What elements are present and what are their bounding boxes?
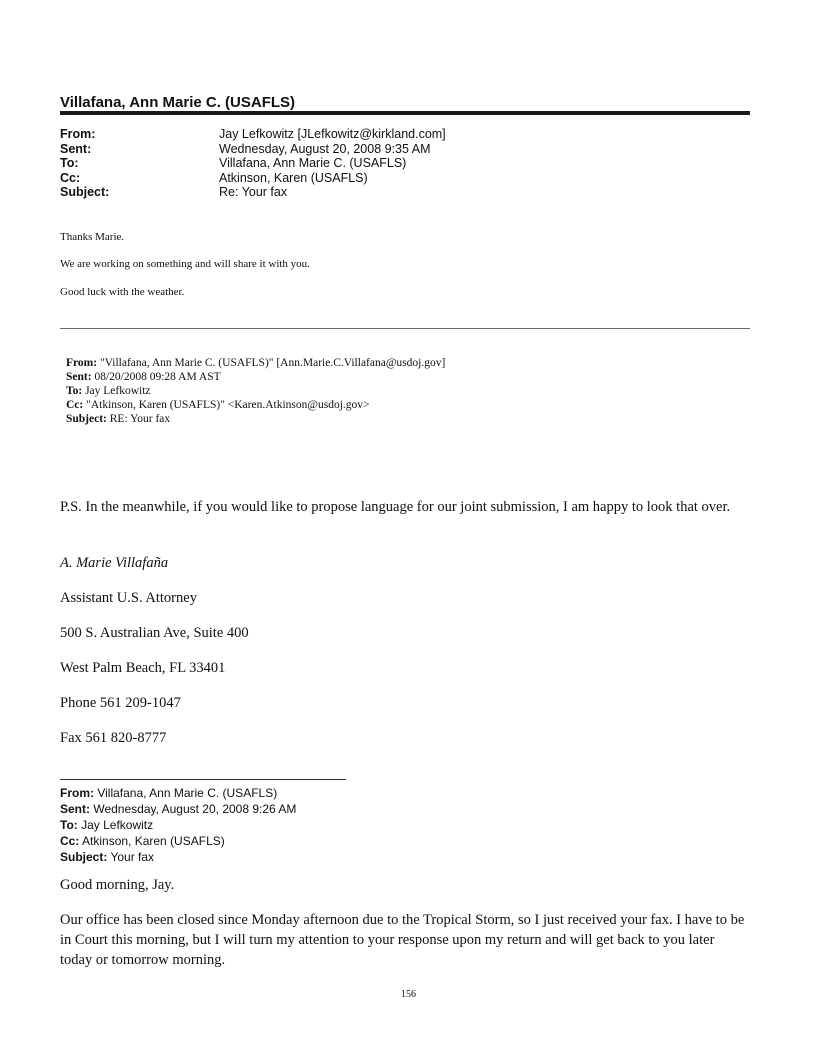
quoted2-from-row <box>60 785 296 801</box>
header-to-row <box>60 156 750 171</box>
reply-line-2: We are working on something and will share it with you. <box>60 258 310 270</box>
quoted2-sent-label: Sent: <box>60 802 90 816</box>
header-to-label: To: <box>60 156 79 170</box>
ps-paragraph: P.S. In the meanwhile, if you would like to propose language for our joint submission, I am happy to look that over. <box>60 499 731 515</box>
signature-name: A. Marie Villafaña <box>60 555 169 571</box>
quoted1-subject-value: RE: Your fax <box>109 413 171 425</box>
signature-title: Assistant U.S. Attorney <box>60 590 197 606</box>
quoted-header-1 <box>66 356 445 426</box>
quoted2-cc-label: Cc: <box>60 834 80 848</box>
header-subject-label: Subject: <box>60 185 110 199</box>
quoted1-subject-row <box>66 412 445 426</box>
quoted1-from-row <box>66 356 445 370</box>
header-from-value: Jay Lefkowitz [JLefkowitz@kirkland.com] <box>219 127 446 141</box>
header-from-row <box>60 127 750 142</box>
quoted-header-2 <box>60 785 296 865</box>
title-divider <box>60 111 750 115</box>
quoted2-cc-value: Atkinson, Karen (USAFLS) <box>82 834 225 848</box>
quoted1-cc-value: "Atkinson, Karen (USAFLS)" <Karen.Atkinson@usdoj.gov> <box>86 399 370 411</box>
quoted2-to-value: Jay Lefkowitz <box>81 818 154 832</box>
quoted1-sent-label: Sent: <box>66 371 92 383</box>
original-body: Our office has been closed since Monday afternoon due to the Tropical Storm, so I just received your fax. I have to be in Court this morning, but I will turn my attention to your response upon my return and will get back to you later today or tomorrow morning. <box>60 912 745 968</box>
email-header <box>60 127 750 200</box>
quoted1-to-label: To: <box>66 385 83 397</box>
mailbox-owner-title: Villafana, Ann Marie C. (USAFLS) <box>60 94 296 111</box>
quoted2-sent-row <box>60 801 296 817</box>
header-cc-value: Atkinson, Karen (USAFLS) <box>219 170 368 185</box>
quoted1-sent-row <box>66 370 445 384</box>
quoted2-from-label: From: <box>60 786 94 800</box>
quoted2-cc-row <box>60 833 296 849</box>
quoted1-cc-row <box>66 398 445 412</box>
header-cc-row <box>60 171 750 186</box>
header-sent-label: Sent: <box>60 141 92 156</box>
header-to-value: Villafana, Ann Marie C. (USAFLS) <box>219 156 407 170</box>
reply-separator <box>60 328 750 329</box>
signature-address-2: West Palm Beach, FL 33401 <box>60 660 226 676</box>
header-sent-row <box>60 142 750 157</box>
header-subject-value: Re: Your fax <box>219 185 288 199</box>
quoted2-subject-row <box>60 849 296 865</box>
quoted1-cc-label: Cc: <box>66 399 84 411</box>
quoted2-sent-value: Wednesday, August 20, 2008 9:26 AM <box>93 802 297 816</box>
quoted-separator <box>60 779 346 780</box>
reply-line-1: Thanks Marie. <box>60 231 125 243</box>
quoted1-subject-label: Subject: <box>66 413 107 425</box>
page-number: 156 <box>401 989 416 1000</box>
quoted2-subject-value: Your fax <box>110 850 155 864</box>
reply-line-3: Good luck with the weather. <box>60 286 185 298</box>
quoted2-to-label: To: <box>60 818 78 832</box>
quoted1-to-row <box>66 384 445 398</box>
original-greeting: Good morning, Jay. <box>60 877 175 893</box>
quoted2-to-row <box>60 817 296 833</box>
quoted2-from-value: Villafana, Ann Marie C. (USAFLS) <box>97 786 278 800</box>
header-from-label: From: <box>60 127 96 141</box>
quoted2-subject-label: Subject: <box>60 850 108 864</box>
quoted1-sent-value: 08/20/2008 09:28 AM AST <box>94 371 221 383</box>
quoted1-from-label: From: <box>66 357 98 369</box>
quoted1-from-value: "Villafana, Ann Marie C. (USAFLS)" [Ann.Marie.C.Villafana@usdoj.gov] <box>99 357 446 369</box>
header-cc-label: Cc: <box>60 170 81 185</box>
signature-fax: Fax 561 820-8777 <box>60 730 167 746</box>
header-sent-value: Wednesday, August 20, 2008 9:35 AM <box>219 141 431 156</box>
signature-phone: Phone 561 209-1047 <box>60 695 181 711</box>
signature-address-1: 500 S. Australian Ave, Suite 400 <box>60 625 249 641</box>
header-subject-row <box>60 185 750 200</box>
quoted1-to-value: Jay Lefkowitz <box>85 385 151 397</box>
